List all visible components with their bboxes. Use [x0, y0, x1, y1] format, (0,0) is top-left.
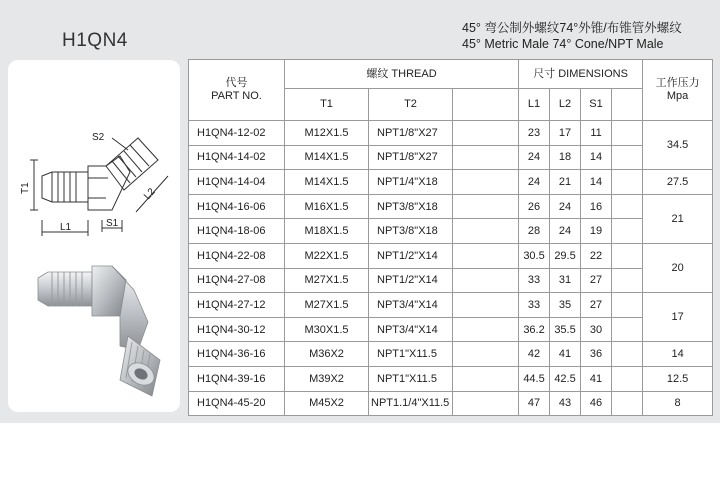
- blank-cell: [612, 268, 643, 293]
- l1-cell: 44.5: [519, 366, 550, 391]
- blank-cell: [453, 317, 519, 342]
- t1-cell: M14X1.5: [285, 145, 369, 170]
- table-row: [189, 268, 713, 293]
- t1-cell: M16X1.5: [285, 194, 369, 219]
- t1-cell: M18X1.5: [285, 219, 369, 244]
- blank-cell: [612, 243, 643, 268]
- t2-cell: NPT3/4"X14: [369, 293, 453, 318]
- label-l1: L1: [60, 222, 72, 233]
- blank-cell: [612, 121, 643, 146]
- col-t2-header: T2: [369, 89, 453, 121]
- product-image-panel: [8, 60, 180, 412]
- pressure-cell: 27.5: [643, 170, 713, 195]
- l1-cell: 47: [519, 391, 550, 416]
- label-l2: L2: [142, 186, 158, 203]
- table-row: [189, 342, 713, 367]
- l2-cell: 29.5: [550, 243, 581, 268]
- col-t1-header: T1: [285, 89, 369, 121]
- spec-table: [188, 59, 713, 416]
- s1-cell: 27: [581, 268, 612, 293]
- product-title: [462, 20, 682, 52]
- model-title: H1QN4: [62, 30, 128, 51]
- l2-cell: 24: [550, 194, 581, 219]
- blank-cell: [453, 366, 519, 391]
- blank-cell: [453, 243, 519, 268]
- t2-cell: NPT3/8"X18: [369, 219, 453, 244]
- blank-cell: [612, 293, 643, 318]
- fitting-illustrations: [8, 60, 180, 412]
- t2-cell: NPT3/4"X14: [369, 317, 453, 342]
- l1-cell: 33: [519, 293, 550, 318]
- blank-cell: [612, 391, 643, 416]
- t1-cell: M27X1.5: [285, 293, 369, 318]
- l2-cell: 35: [550, 293, 581, 318]
- l2-cell: 21: [550, 170, 581, 195]
- part-no-cell: H1QN4-22-08: [189, 243, 285, 268]
- table-row: [189, 293, 713, 318]
- dimensions-header: 尺寸 DIMENSIONS: [519, 60, 643, 89]
- pressure-cell: 21: [643, 194, 713, 243]
- l2-cell: 35.5: [550, 317, 581, 342]
- s1-cell: 41: [581, 366, 612, 391]
- col-l2-header: L2: [550, 89, 581, 121]
- blank-cell: [453, 342, 519, 367]
- table-row: [189, 366, 713, 391]
- header-row-1: [189, 60, 713, 89]
- t1-cell: M36X2: [285, 342, 369, 367]
- blank-cell: [453, 391, 519, 416]
- blank-cell: [453, 219, 519, 244]
- l1-cell: 36.2: [519, 317, 550, 342]
- s1-cell: 11: [581, 121, 612, 146]
- l1-cell: 28: [519, 219, 550, 244]
- col-thread-blank-header: [453, 89, 519, 121]
- s1-cell: 30: [581, 317, 612, 342]
- table-row: [189, 145, 713, 170]
- col-s1-header: S1: [581, 89, 612, 121]
- table-row: [189, 317, 713, 342]
- part-no-cell: H1QN4-36-16: [189, 342, 285, 367]
- l2-cell: 31: [550, 268, 581, 293]
- title-english: 45° Metric Male 74° Cone/NPT Male: [462, 37, 664, 51]
- part-no-cell: H1QN4-30-12: [189, 317, 285, 342]
- s1-cell: 46: [581, 391, 612, 416]
- s1-cell: 14: [581, 170, 612, 195]
- part-no-cell: H1QN4-18-06: [189, 219, 285, 244]
- s1-cell: 36: [581, 342, 612, 367]
- blank-cell: [612, 194, 643, 219]
- table-row: [189, 121, 713, 146]
- blank-cell: [612, 366, 643, 391]
- l1-cell: 23: [519, 121, 550, 146]
- l2-cell: 17: [550, 121, 581, 146]
- label-s2: S2: [92, 132, 105, 143]
- pressure-header-cn: 工作压力: [655, 77, 700, 89]
- col-dim-blank-header: [612, 89, 643, 121]
- fitting-photo: [38, 266, 160, 396]
- s1-cell: 27: [581, 293, 612, 318]
- part-no-header-en: PART NO.: [211, 90, 262, 102]
- l2-cell: 42.5: [550, 366, 581, 391]
- pressure-cell: 17: [643, 293, 713, 342]
- pressure-cell: 8: [643, 391, 713, 416]
- t2-cell: NPT1.1/4"X11.5: [369, 391, 453, 416]
- technical-drawing: [30, 138, 168, 236]
- pressure-cell: 12.5: [643, 366, 713, 391]
- l2-cell: 18: [550, 145, 581, 170]
- part-no-cell: H1QN4-45-20: [189, 391, 285, 416]
- l2-cell: 43: [550, 391, 581, 416]
- pressure-cell: 20: [643, 243, 713, 292]
- l1-cell: 24: [519, 170, 550, 195]
- title-chinese: 45° 弯公制外螺纹74°外锥/布锥管外螺纹: [462, 21, 682, 35]
- l1-cell: 33: [519, 268, 550, 293]
- blank-cell: [612, 170, 643, 195]
- l1-cell: 42: [519, 342, 550, 367]
- t1-cell: M22X1.5: [285, 243, 369, 268]
- s1-cell: 16: [581, 194, 612, 219]
- t1-cell: M45X2: [285, 391, 369, 416]
- t1-cell: M27X1.5: [285, 268, 369, 293]
- s1-cell: 19: [581, 219, 612, 244]
- pressure-header-unit: Mpa: [666, 90, 689, 102]
- blank-cell: [453, 268, 519, 293]
- blank-cell: [453, 145, 519, 170]
- part-no-cell: H1QN4-14-04: [189, 170, 285, 195]
- l2-cell: 41: [550, 342, 581, 367]
- part-no-cell: H1QN4-16-06: [189, 194, 285, 219]
- blank-cell: [612, 342, 643, 367]
- part-no-cell: H1QN4-14-02: [189, 145, 285, 170]
- s1-cell: 22: [581, 243, 612, 268]
- table-row: [189, 170, 713, 195]
- blank-cell: [612, 219, 643, 244]
- pressure-header: [643, 60, 713, 121]
- t2-cell: NPT1/4"X18: [369, 170, 453, 195]
- part-no-cell: H1QN4-27-12: [189, 293, 285, 318]
- l1-cell: 26: [519, 194, 550, 219]
- label-t1: T1: [20, 182, 31, 194]
- blank-cell: [453, 121, 519, 146]
- part-no-header-cn: 代号: [225, 77, 248, 89]
- t1-cell: M12X1.5: [285, 121, 369, 146]
- part-no-cell: H1QN4-12-02: [189, 121, 285, 146]
- part-no-cell: H1QN4-39-16: [189, 366, 285, 391]
- t1-cell: M39X2: [285, 366, 369, 391]
- blank-cell: [453, 170, 519, 195]
- blank-cell: [612, 317, 643, 342]
- table-row: [189, 219, 713, 244]
- l1-cell: 24: [519, 145, 550, 170]
- table-row: [189, 194, 713, 219]
- t2-cell: NPT1/2"X14: [369, 243, 453, 268]
- l1-cell: 30.5: [519, 243, 550, 268]
- col-l1-header: L1: [519, 89, 550, 121]
- label-s1: S1: [106, 218, 119, 229]
- blank-cell: [453, 293, 519, 318]
- blank-cell: [612, 145, 643, 170]
- pressure-cell: 14: [643, 342, 713, 367]
- part-no-header: [189, 60, 285, 121]
- table-row: [189, 243, 713, 268]
- blank-cell: [453, 194, 519, 219]
- t1-cell: M14X1.5: [285, 170, 369, 195]
- t2-cell: NPT1/8"X27: [369, 145, 453, 170]
- pressure-cell: 34.5: [643, 121, 713, 170]
- thread-header: 螺纹 THREAD: [285, 60, 519, 89]
- t2-cell: NPT1/8"X27: [369, 121, 453, 146]
- t1-cell: M30X1.5: [285, 317, 369, 342]
- t2-cell: NPT1/2"X14: [369, 268, 453, 293]
- l2-cell: 24: [550, 219, 581, 244]
- t2-cell: NPT1"X11.5: [369, 366, 453, 391]
- t2-cell: NPT3/8"X18: [369, 194, 453, 219]
- part-no-cell: H1QN4-27-08: [189, 268, 285, 293]
- t2-cell: NPT1"X11.5: [369, 342, 453, 367]
- s1-cell: 14: [581, 145, 612, 170]
- table-row: [189, 391, 713, 416]
